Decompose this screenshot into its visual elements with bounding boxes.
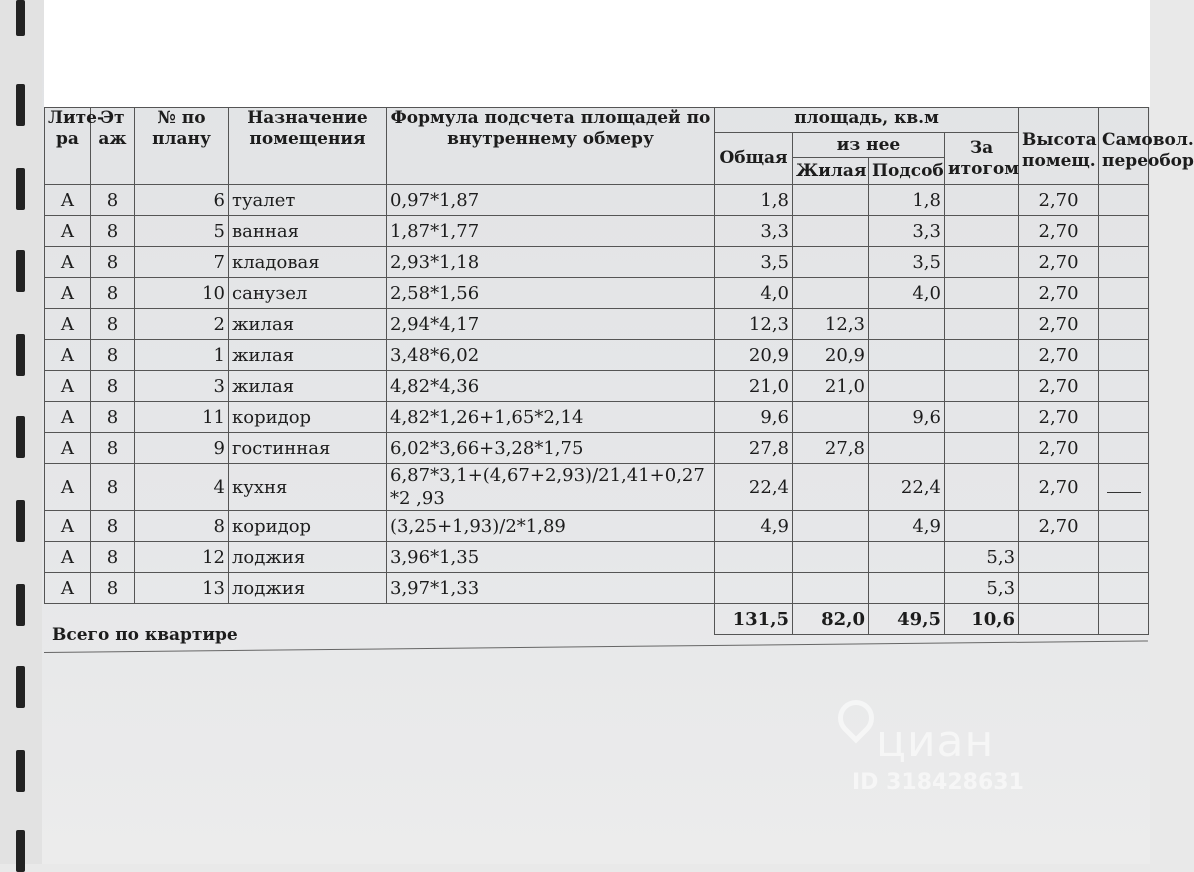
cell-obshaya: 3,5 xyxy=(715,247,793,278)
explication-table xyxy=(44,107,1194,635)
header-obshaya: Общая xyxy=(715,133,793,185)
binder-ring xyxy=(16,500,25,542)
cell-samovol xyxy=(1099,464,1149,511)
binder-ring xyxy=(16,666,25,708)
binder-ring xyxy=(16,168,25,210)
header-litera: Лите-ра xyxy=(45,108,91,185)
cell-podsob xyxy=(869,340,945,371)
cell-zhilaya xyxy=(793,278,869,309)
cell-za-itogom xyxy=(945,511,1019,542)
table-row xyxy=(45,340,1149,371)
cell-vysota xyxy=(1019,573,1099,604)
header-ploshad: площадь, кв.м xyxy=(715,108,1019,133)
table-row xyxy=(45,371,1149,402)
watermark-brand: циан xyxy=(876,716,995,767)
cell-zhilaya: 20,9 xyxy=(793,340,869,371)
cell-nomer: 1 xyxy=(135,340,229,371)
cell-obshaya: 21,0 xyxy=(715,371,793,402)
header-vysota: Высота помещ. xyxy=(1019,108,1099,185)
cell-podsob xyxy=(869,542,945,573)
total-podsob: 49,5 xyxy=(869,604,945,635)
cell-nomer: 8 xyxy=(135,511,229,542)
cell-za-itogom xyxy=(945,433,1019,464)
cell-name: санузел xyxy=(229,278,387,309)
cell-formula: (3,25+1,93)/2*1,89 xyxy=(387,511,715,542)
header-nomer: № по плану xyxy=(135,108,229,185)
cell-etazh: 8 xyxy=(91,185,135,216)
cell-obshaya: 20,9 xyxy=(715,340,793,371)
cell-podsob: 4,0 xyxy=(869,278,945,309)
cell-za-itogom xyxy=(945,216,1019,247)
cell-etazh: 8 xyxy=(91,247,135,278)
cell-obshaya: 27,8 xyxy=(715,433,793,464)
cell-etazh: 8 xyxy=(91,371,135,402)
cell-name: коридор xyxy=(229,511,387,542)
cell-litera: А xyxy=(45,511,91,542)
cell-nomer: 4 xyxy=(135,464,229,511)
cell-samovol xyxy=(1099,185,1149,216)
header-naznachenie: Назначение помещения xyxy=(229,108,387,185)
cell-zhilaya: 27,8 xyxy=(793,433,869,464)
cell-podsob: 4,9 xyxy=(869,511,945,542)
dash-mark xyxy=(1107,492,1141,493)
cell-litera: А xyxy=(45,542,91,573)
cell-nomer: 12 xyxy=(135,542,229,573)
cell-litera: А xyxy=(45,433,91,464)
binder-ring xyxy=(16,416,25,458)
cell-zhilaya: 12,3 xyxy=(793,309,869,340)
total-vysota xyxy=(1019,604,1099,635)
cell-samovol xyxy=(1099,371,1149,402)
cell-name: жилая xyxy=(229,309,387,340)
cell-formula: 3,48*6,02 xyxy=(387,340,715,371)
cell-podsob: 3,5 xyxy=(869,247,945,278)
cell-nomer: 2 xyxy=(135,309,229,340)
header-samovol: Самовол. переобор xyxy=(1099,108,1149,185)
cell-formula: 6,02*3,66+3,28*1,75 xyxy=(387,433,715,464)
binder-ring xyxy=(16,750,25,792)
cell-samovol xyxy=(1099,433,1149,464)
table-row xyxy=(45,185,1149,216)
cell-vysota: 2,70 xyxy=(1019,185,1099,216)
cell-nomer: 6 xyxy=(135,185,229,216)
header-zhilaya: Жилая xyxy=(793,158,869,185)
redacted-area xyxy=(44,0,1150,107)
cell-litera: А xyxy=(45,402,91,433)
cell-litera: А xyxy=(45,573,91,604)
cell-samovol xyxy=(1099,216,1149,247)
cell-podsob xyxy=(869,309,945,340)
cell-samovol xyxy=(1099,511,1149,542)
cell-za-itogom xyxy=(945,371,1019,402)
cell-litera: А xyxy=(45,216,91,247)
cell-samovol xyxy=(1099,542,1149,573)
cell-za-itogom xyxy=(945,247,1019,278)
header-etazh: Эт аж xyxy=(91,108,135,185)
cell-formula: 4,82*1,26+1,65*2,14 xyxy=(387,402,715,433)
table-row xyxy=(45,309,1149,340)
cell-za-itogom xyxy=(945,464,1019,511)
cell-etazh: 8 xyxy=(91,542,135,573)
header-iz-nee: из нее xyxy=(793,133,945,158)
cell-name: гостинная xyxy=(229,433,387,464)
cell-za-itogom xyxy=(945,278,1019,309)
binder-ring xyxy=(16,84,25,126)
cell-zhilaya xyxy=(793,573,869,604)
table-row xyxy=(45,542,1149,573)
cell-formula: 0,97*1,87 xyxy=(387,185,715,216)
binder-ring xyxy=(16,584,25,626)
cell-etazh: 8 xyxy=(91,573,135,604)
cell-name: коридор xyxy=(229,402,387,433)
cell-vysota: 2,70 xyxy=(1019,247,1099,278)
cell-formula: 2,58*1,56 xyxy=(387,278,715,309)
watermark-id: ID 318428631 xyxy=(852,770,1024,795)
cell-nomer: 11 xyxy=(135,402,229,433)
cell-vysota: 2,70 xyxy=(1019,402,1099,433)
cell-podsob: 9,6 xyxy=(869,402,945,433)
cell-litera: А xyxy=(45,309,91,340)
cell-podsob xyxy=(869,371,945,402)
table-row xyxy=(45,247,1149,278)
cell-name: жилая xyxy=(229,371,387,402)
cell-podsob: 1,8 xyxy=(869,185,945,216)
cell-podsob xyxy=(869,433,945,464)
cell-obshaya: 12,3 xyxy=(715,309,793,340)
total-samovol xyxy=(1099,604,1149,635)
cell-etazh: 8 xyxy=(91,278,135,309)
cell-litera: А xyxy=(45,247,91,278)
cell-formula: 3,96*1,35 xyxy=(387,542,715,573)
total-label: Всего по квартире xyxy=(52,625,238,645)
cell-obshaya xyxy=(715,542,793,573)
cell-samovol xyxy=(1099,278,1149,309)
cell-nomer: 13 xyxy=(135,573,229,604)
cell-etazh: 8 xyxy=(91,309,135,340)
cell-name: кладовая xyxy=(229,247,387,278)
cell-name: жилая xyxy=(229,340,387,371)
cell-name: кухня xyxy=(229,464,387,511)
cell-vysota: 2,70 xyxy=(1019,309,1099,340)
cell-litera: А xyxy=(45,185,91,216)
cell-etazh: 8 xyxy=(91,340,135,371)
cell-nomer: 5 xyxy=(135,216,229,247)
cell-etazh: 8 xyxy=(91,464,135,511)
cell-name: лоджия xyxy=(229,542,387,573)
cell-samovol xyxy=(1099,309,1149,340)
cell-za-itogom: 5,3 xyxy=(945,573,1019,604)
cell-litera: А xyxy=(45,464,91,511)
binder-ring xyxy=(16,250,25,292)
total-zhilaya: 82,0 xyxy=(793,604,869,635)
cell-nomer: 3 xyxy=(135,371,229,402)
header-formula: Формула подсчета площадей по внутреннему обмеру xyxy=(387,108,715,185)
table-row xyxy=(45,216,1149,247)
table-row xyxy=(45,573,1149,604)
cell-obshaya: 22,4 xyxy=(715,464,793,511)
cell-vysota: 2,70 xyxy=(1019,433,1099,464)
total-obshaya: 131,5 xyxy=(715,604,793,635)
cell-etazh: 8 xyxy=(91,511,135,542)
cell-name: туалет xyxy=(229,185,387,216)
cell-formula: 2,93*1,18 xyxy=(387,247,715,278)
cell-zhilaya xyxy=(793,464,869,511)
cell-name: лоджия xyxy=(229,573,387,604)
cell-vysota: 2,70 xyxy=(1019,511,1099,542)
cell-zhilaya: 21,0 xyxy=(793,371,869,402)
cell-samovol xyxy=(1099,402,1149,433)
binder-ring xyxy=(16,334,25,376)
cell-podsob: 3,3 xyxy=(869,216,945,247)
cell-obshaya xyxy=(715,573,793,604)
table-row xyxy=(45,402,1149,433)
cell-name: ванная xyxy=(229,216,387,247)
cell-formula: 4,82*4,36 xyxy=(387,371,715,402)
cell-obshaya: 9,6 xyxy=(715,402,793,433)
cell-zhilaya xyxy=(793,185,869,216)
cell-zhilaya xyxy=(793,402,869,433)
binder-ring xyxy=(16,0,25,36)
table-row xyxy=(45,511,1149,542)
cell-litera: А xyxy=(45,278,91,309)
cell-samovol xyxy=(1099,247,1149,278)
total-za-itogom: 10,6 xyxy=(945,604,1019,635)
cell-vysota: 2,70 xyxy=(1019,340,1099,371)
table-row xyxy=(45,278,1149,309)
cell-obshaya: 1,8 xyxy=(715,185,793,216)
header-podsob: Подсоб xyxy=(869,158,945,185)
cell-formula: 6,87*3,1+(4,67+2,93)/21,41+0,27*2 ,93 xyxy=(387,464,715,511)
binder-ring xyxy=(16,830,25,872)
cell-formula: 3,97*1,33 xyxy=(387,573,715,604)
cell-samovol xyxy=(1099,573,1149,604)
cell-zhilaya xyxy=(793,247,869,278)
cell-za-itogom xyxy=(945,185,1019,216)
cell-formula: 1,87*1,77 xyxy=(387,216,715,247)
cell-etazh: 8 xyxy=(91,433,135,464)
cell-obshaya: 4,0 xyxy=(715,278,793,309)
table-row xyxy=(45,464,1149,511)
cell-etazh: 8 xyxy=(91,402,135,433)
cell-formula: 2,94*4,17 xyxy=(387,309,715,340)
cell-vysota: 2,70 xyxy=(1019,464,1099,511)
cell-vysota xyxy=(1019,542,1099,573)
cell-nomer: 10 xyxy=(135,278,229,309)
cell-za-itogom xyxy=(945,340,1019,371)
cell-za-itogom xyxy=(945,309,1019,340)
cell-nomer: 9 xyxy=(135,433,229,464)
cell-zhilaya xyxy=(793,511,869,542)
cell-obshaya: 3,3 xyxy=(715,216,793,247)
cell-za-itogom xyxy=(945,402,1019,433)
cell-vysota: 2,70 xyxy=(1019,371,1099,402)
binder-strip xyxy=(0,0,48,864)
cell-podsob: 22,4 xyxy=(869,464,945,511)
cell-samovol xyxy=(1099,340,1149,371)
header-za-itogom: За итогом xyxy=(945,133,1019,185)
cell-za-itogom: 5,3 xyxy=(945,542,1019,573)
cell-zhilaya xyxy=(793,542,869,573)
cell-zhilaya xyxy=(793,216,869,247)
table-row xyxy=(45,433,1149,464)
cell-etazh: 8 xyxy=(91,216,135,247)
cell-litera: А xyxy=(45,371,91,402)
cell-nomer: 7 xyxy=(135,247,229,278)
cell-vysota: 2,70 xyxy=(1019,216,1099,247)
cell-vysota: 2,70 xyxy=(1019,278,1099,309)
cell-podsob xyxy=(869,573,945,604)
cell-litera: А xyxy=(45,340,91,371)
cell-obshaya: 4,9 xyxy=(715,511,793,542)
